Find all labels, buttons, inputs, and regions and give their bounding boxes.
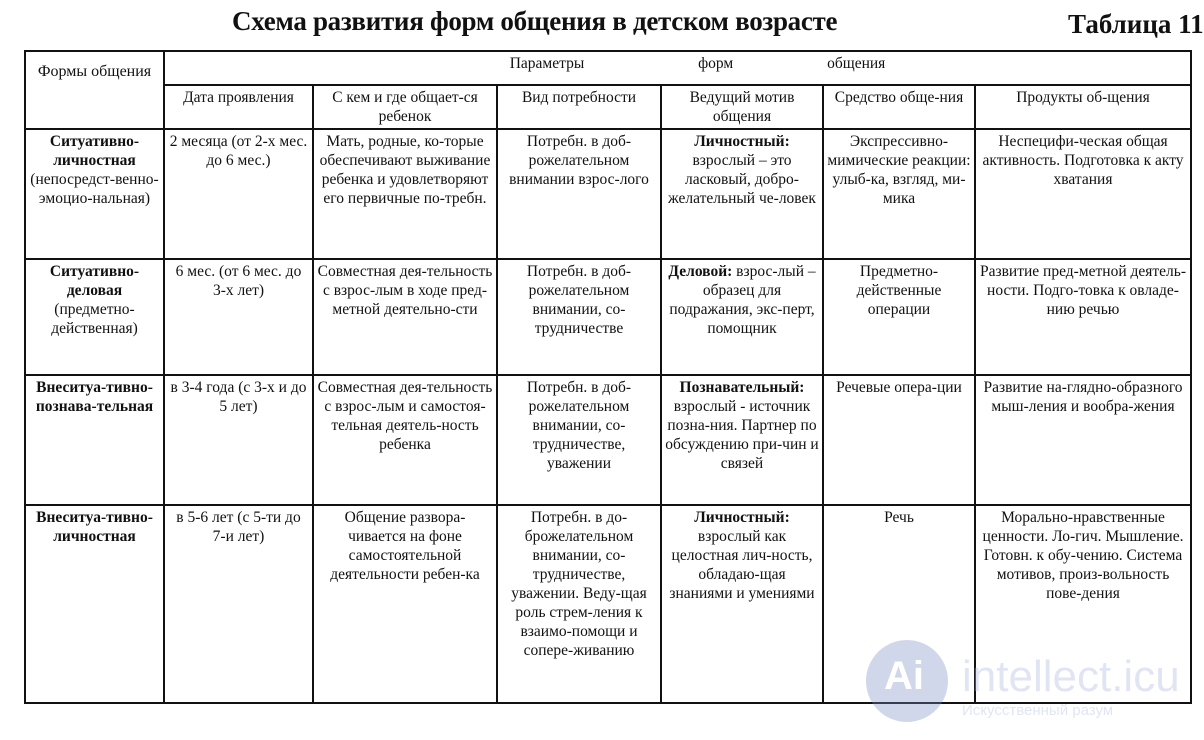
form-name: Внеситуа-тивно-личностная: [36, 509, 153, 545]
table-row: [25, 375, 1191, 505]
form-name: Внеситуа-тивно-познава-тельная: [35, 379, 154, 415]
watermark-text: intellect.icu: [962, 652, 1180, 701]
table-row: [25, 129, 1191, 259]
header-date: Дата проявления: [164, 85, 313, 129]
motive-type: Личностный:: [694, 133, 790, 150]
form-cell: [25, 505, 164, 703]
header-need: Вид потребности: [497, 85, 661, 129]
with-whom-cell: Совместная дея-тельность с взрос-лым в ходе пред-метной деятельно-сти: [313, 259, 497, 375]
motive-type: Личностный:: [694, 509, 790, 526]
motive-text: взрослый - источник позна-ния. Партнер по обсуждению при-чин и связей: [665, 398, 819, 472]
means-cell: Речевые опера-ции: [823, 375, 975, 505]
motive-type: Познавательный:: [679, 379, 805, 396]
need-cell: Потребн. в до-брожелательном внимании, со-трудничестве, уважении. Веду-щая роль стрем-ления к взаимо-помощи и сопере-живанию: [497, 505, 661, 703]
table-number: Таблица 11: [1068, 9, 1204, 39]
need-cell: Потребн. в доб-рожелательном внимании, со-трудничестве: [497, 259, 661, 375]
motive-text: взрос-лый – образец для подражания, экс-перт, помощник: [669, 263, 816, 337]
means-cell: Предметно-действенные операции: [823, 259, 975, 375]
form-cell: [25, 259, 164, 375]
motive-cell: [661, 129, 823, 259]
header-params-word-2: форм: [698, 55, 734, 72]
need-cell: Потребн. в доб-рожелательном внимании взрос-лого: [497, 129, 661, 259]
watermark-subtext: Искусственный разум: [962, 702, 1114, 719]
with-whom-cell: Мать, родные, ко-торые обеспечивают выживание ребенка и удовлетворяют его первичные по-требн.: [313, 129, 497, 259]
form-subtitle: (непосредст-венно-эмоцио-нальная): [30, 171, 159, 207]
motive-type: Деловой:: [668, 263, 733, 280]
date-cell: 6 мес. (от 6 мес. до 3-х лет): [164, 259, 313, 375]
form-cell: [25, 375, 164, 505]
motive-cell: [661, 259, 823, 375]
products-cell: Морально-нравственные ценности. Ло-гич. Мышление. Готовн. к обу-чению. Система мотивов, произ-вольность пове-дения: [975, 505, 1191, 703]
with-whom-cell: Общение развора-чивается на фоне самостоятельной деятельности ребен-ка: [313, 505, 497, 703]
products-cell: Развитие на-глядно-образного мыш-ления и вообра-жения: [975, 375, 1191, 505]
page-title: Схема развития форм общения в детском возрасте: [232, 6, 838, 36]
header-motive: Ведущий мотив общения: [661, 85, 823, 129]
header-means: Средство обще-ния: [823, 85, 975, 129]
motive-cell: [661, 375, 823, 505]
communication-forms-table: [24, 50, 1192, 704]
table-row: [25, 505, 1191, 703]
header-params-word-1: Параметры: [509, 55, 585, 72]
form-name: Ситуативно-деловая: [49, 263, 140, 299]
means-cell: Экспрессивно-мимические реакции: улыб-ка, взгляд, ми-мика: [823, 129, 975, 259]
means-cell: Речь: [823, 505, 975, 703]
products-cell: Неспецифи-ческая общая активность. Подготовка к акту хватания: [975, 129, 1191, 259]
with-whom-cell: Совместная дея-тельность с взрос-лым и самостоя-тельная деятель-ность ребенка: [313, 375, 497, 505]
products-cell: Развитие пред-метной деятель-ности. Подго-товка к овладе-нию речью: [975, 259, 1191, 375]
date-cell: в 5-6 лет (с 5-ти до 7-и лет): [164, 505, 313, 703]
header-params-word-3: общения: [827, 55, 886, 72]
form-subtitle: (предметно-действенная): [51, 301, 138, 337]
motive-cell: [661, 505, 823, 703]
date-cell: 2 месяца (от 2-х мес. до 6 мес.): [164, 129, 313, 259]
header-forms: Формы общения: [25, 51, 164, 129]
watermark-letters: Ai: [884, 654, 924, 698]
motive-text: взрослый как целостная лич-ность, обладаю-щая знаниями и умениями: [669, 528, 815, 602]
form-name: Ситуативно-личностная: [49, 133, 140, 169]
table-row: [25, 259, 1191, 375]
header-parameters: [164, 51, 1191, 85]
header-with-whom: С кем и где общает-ся ребенок: [313, 85, 497, 129]
motive-text: взрослый – это ласковый, добро-желательный че-ловек: [668, 152, 816, 207]
form-cell: [25, 129, 164, 259]
header-products: Продукты об-щения: [975, 85, 1191, 129]
date-cell: в 3-4 года (с 3-х и до 5 лет): [164, 375, 313, 505]
need-cell: Потребн. в доб-рожелательном внимании, со-трудничестве, уважении: [497, 375, 661, 505]
